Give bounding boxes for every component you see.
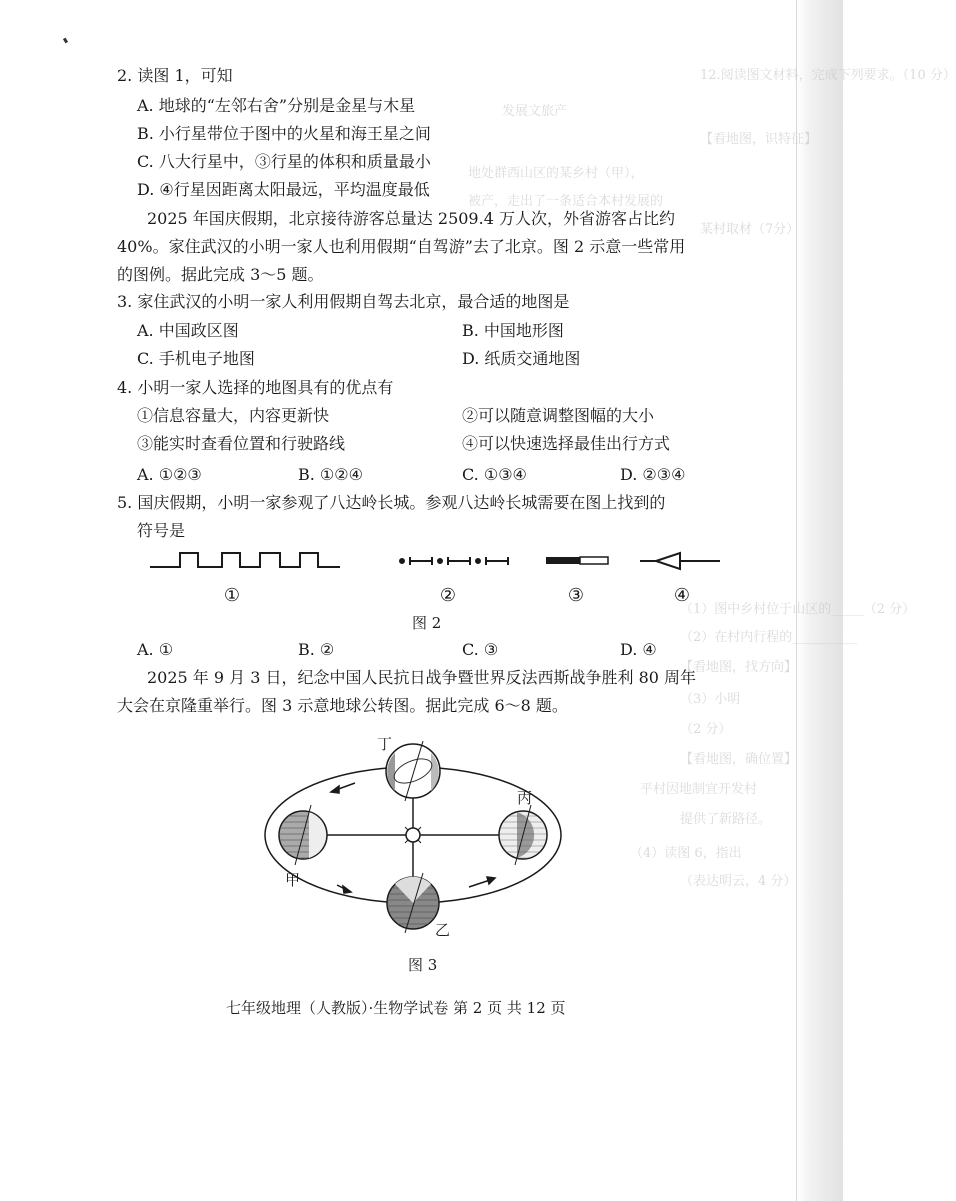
question-3-stem: 3. 家住武汉的小明一家人利用假期自驾去北京，最合适的地图是 — [117, 292, 570, 311]
question-5-option-d: D. ④ — [620, 640, 657, 659]
great-wall-symbol-icon — [150, 553, 340, 567]
question-2-option-b: B. 小行星带位于图中的火星和海王星之间 — [137, 124, 431, 143]
question-3-option-d: D. 纸质交通地图 — [462, 349, 581, 368]
figure-3-caption: 图 3 — [408, 956, 438, 974]
ghost-text: 提供了新路径。 — [680, 812, 772, 827]
ghost-text: 【看地图，确位置】 — [680, 752, 798, 767]
figure-2-caption: 图 2 — [412, 614, 442, 632]
question-2-stem: 2. 读图 1，可知 — [117, 66, 233, 85]
figure-2-symbols — [140, 545, 700, 615]
ghost-text: 发展文旅产 — [502, 104, 568, 119]
question-5-stem: 5. 国庆假期，小明一家参观了八达岭长城。参观八达岭长城需要在图上找到的 — [117, 493, 666, 512]
ghost-text: 地处群西山区的某乡村（甲）， — [468, 166, 644, 181]
symbol-label-1: ① — [223, 585, 241, 606]
dash-dot-line-symbol-icon — [400, 557, 508, 565]
question-3-option-a: A. 中国政区图 — [137, 321, 239, 340]
ghost-text: 某村取材（7分） — [700, 222, 800, 237]
figure-3-earth-revolution — [255, 735, 575, 940]
passage-line: 40%。家住武汉的小明一家人也利用假期“自驾游”去了北京。图 2 示意一些常用 — [117, 237, 686, 256]
question-2-option-a: A. 地球的“左邻右舍”分别是金星与木星 — [137, 96, 416, 115]
question-4-option-b: B. ①②④ — [298, 465, 363, 484]
sun-icon — [401, 823, 425, 847]
page-footer: 七年级地理（人教版）·生物学试卷 第 2 页 共 12 页 — [226, 999, 566, 1017]
ghost-text: （2）在村内行程的__________ — [680, 630, 858, 645]
ghost-text: 【看地图，识特征】 — [700, 132, 818, 147]
position-label-jia: 甲 — [285, 871, 301, 889]
ghost-text: （4）读图 6，指出 — [630, 846, 742, 861]
question-4-stem: 4. 小明一家人选择的地图具有的优点有 — [117, 378, 394, 397]
passage-line: 的图例。据此完成 3～5 题。 — [117, 265, 324, 284]
question-3-option-c: C. 手机电子地图 — [137, 349, 255, 368]
symbol-label-3: ③ — [567, 585, 585, 606]
passage-line: 2025 年国庆假期，北京接待游客总量达 2509.4 万人次，外省游客占比约 — [147, 209, 675, 228]
question-4-statement: ③能实时查看位置和行驶路线 — [137, 434, 346, 453]
airport-symbol-icon — [640, 553, 720, 569]
question-5-stem: 符号是 — [137, 521, 186, 540]
question-4-option-d: D. ②③④ — [620, 465, 686, 484]
ghost-text: （3）小明 — [680, 692, 741, 707]
position-label-yi: 乙 — [435, 921, 451, 939]
scan-speck — [63, 38, 68, 44]
earth-globe-icon — [499, 805, 547, 865]
earth-globe-icon — [279, 805, 327, 865]
question-4-option-a: A. ①②③ — [137, 465, 202, 484]
earth-globe-icon — [387, 873, 439, 933]
ghost-text: 平村因地制宜开发村 — [640, 782, 758, 797]
question-5-option-c: C. ③ — [462, 640, 499, 659]
question-2-option-d: D. ④行星因距离太阳最远，平均温度最低 — [137, 180, 430, 199]
position-label-bing: 丙 — [517, 789, 533, 807]
passage-line: 2025 年 9 月 3 日，纪念中国人民抗日战争暨世界反法西斯战争胜利 80 周年 — [147, 668, 697, 687]
symbol-label-4: ④ — [673, 585, 691, 606]
question-4-statement: ④可以快速选择最佳出行方式 — [462, 434, 671, 453]
highway-symbol-icon — [546, 557, 608, 564]
position-label-ding: 丁 — [377, 735, 393, 753]
question-2-option-c: C. 八大行星中，③行星的体积和质量最小 — [137, 152, 431, 171]
ghost-text: （1）图中乡村位于山区的_____（2 分） — [680, 602, 916, 617]
ghost-text: 【看地图，找方向】 — [680, 660, 798, 675]
ghost-text: （2 分） — [680, 722, 732, 737]
ghost-text: 12.阅读图文材料，完成下列要求。（10 分） — [700, 68, 956, 83]
earth-globe-icon — [386, 741, 440, 801]
question-5-option-b: B. ② — [298, 640, 335, 659]
ghost-text: 被产，走出了一条适合本村发展的 — [468, 194, 664, 209]
question-5-option-a: A. ① — [137, 640, 174, 659]
question-4-option-c: C. ①③④ — [462, 465, 527, 484]
symbol-label-2: ② — [439, 585, 457, 606]
question-4-statement: ②可以随意调整图幅的大小 — [462, 406, 655, 425]
passage-line: 大会在京隆重举行。图 3 示意地球公转图。据此完成 6～8 题。 — [117, 696, 568, 715]
question-3-option-b: B. 中国地形图 — [462, 321, 564, 340]
question-4-statement: ①信息容量大，内容更新快 — [137, 406, 330, 425]
ghost-text: （表达明云，4 分） — [680, 874, 797, 889]
